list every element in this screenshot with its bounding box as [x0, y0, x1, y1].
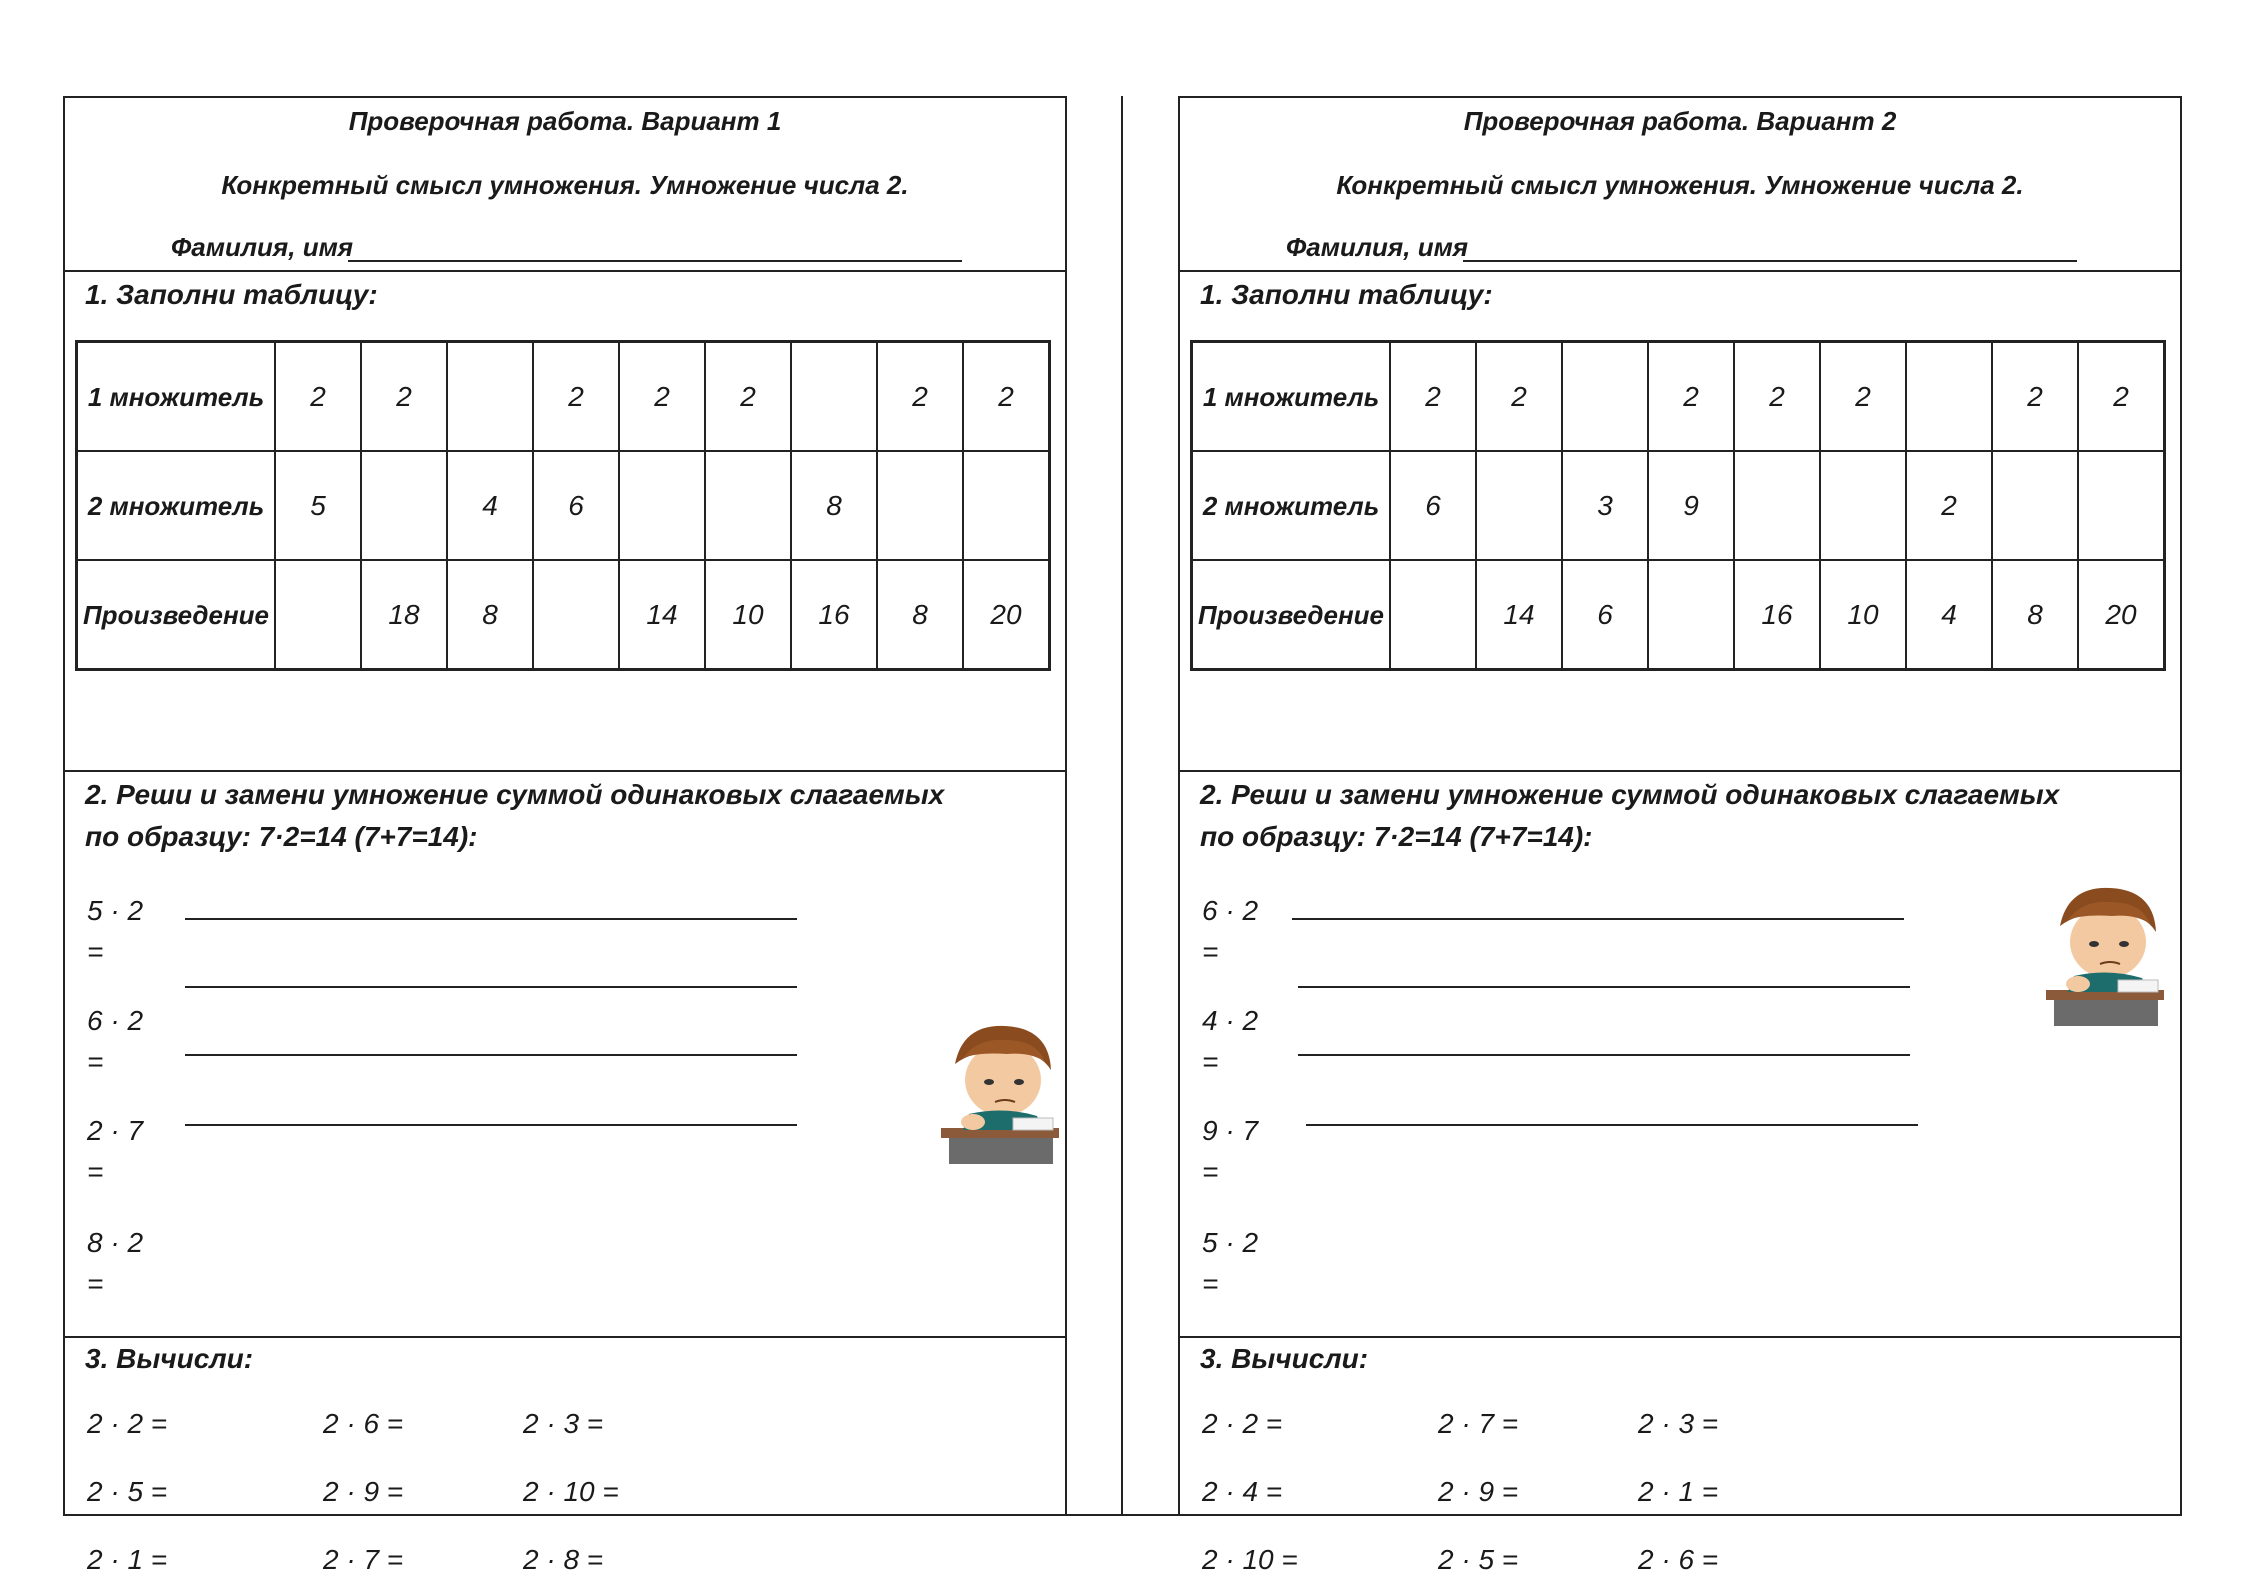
- calc-item: 2 · 3 =: [1638, 1408, 1719, 1439]
- table-cell: 8: [877, 560, 963, 670]
- calc-item: 2 · 6 =: [1638, 1544, 1719, 1575]
- task-3-section: [1180, 1338, 2180, 1575]
- table-cell: 8: [1992, 560, 2078, 670]
- row-header: 2 множитель: [77, 451, 276, 560]
- table-cell: 2: [963, 342, 1050, 452]
- worksheet-variant-1: [63, 96, 1067, 1575]
- table-blank-cell[interactable]: [1648, 560, 1734, 670]
- table-row: [77, 342, 1050, 452]
- task-2-title: 2. Реши и замени умножение суммой одинаковых слагаемых по образцу: 7·2=14 (7+7=14):: [85, 779, 945, 852]
- worksheet-variant-2: [1178, 96, 2182, 1575]
- row-header: Произведение: [1192, 560, 1391, 670]
- exercise-item: 5 · 2 =: [87, 895, 144, 967]
- table-cell: 16: [1734, 560, 1820, 670]
- worksheet-subtitle: Конкретный смысл умножения. Умножение числа 2.: [221, 170, 909, 200]
- table-cell: 5: [275, 451, 361, 560]
- table-cell: 14: [1476, 560, 1562, 670]
- answer-line[interactable]: [1298, 1054, 1910, 1056]
- table-cell: 14: [619, 560, 705, 670]
- task-2-section: [1180, 772, 2180, 1338]
- table-row: [1192, 560, 2165, 670]
- table-cell: 18: [361, 560, 447, 670]
- calc-item: 2 · 8 =: [523, 1544, 604, 1575]
- table-blank-cell[interactable]: [275, 560, 361, 670]
- table-cell: 2: [877, 342, 963, 452]
- table-row: [1192, 342, 2165, 452]
- calc-item: 2 · 1 =: [87, 1544, 168, 1575]
- table-cell: 10: [1820, 560, 1906, 670]
- calc-item: 2 · 4 =: [1202, 1476, 1283, 1507]
- table-cell: 2: [1992, 342, 2078, 452]
- worksheet-title: Проверочная работа. Вариант 1: [348, 106, 782, 136]
- exercise-item: 6 · 2 =: [1202, 895, 1259, 967]
- table-cell: 2: [275, 342, 361, 452]
- table-blank-cell[interactable]: [533, 560, 619, 670]
- answer-line[interactable]: [1298, 986, 1910, 988]
- exercise-item: 8 · 2 =: [87, 1227, 144, 1299]
- answer-line[interactable]: [1292, 918, 1904, 920]
- task-2-title: 2. Реши и замени умножение суммой одинаковых слагаемых по образцу: 7·2=14 (7+7=14):: [1200, 779, 2060, 852]
- table-cell: 20: [2078, 560, 2165, 670]
- table-cell: 2: [361, 342, 447, 452]
- table-cell: 2: [1820, 342, 1906, 452]
- task-1-section: [65, 272, 1065, 772]
- calc-item: 2 · 2 =: [1202, 1408, 1283, 1439]
- table-cell: 4: [1906, 560, 1992, 670]
- table-blank-cell[interactable]: [361, 451, 447, 560]
- header-section: [1180, 98, 2180, 272]
- table-cell: 2: [1906, 451, 1992, 560]
- task-3-section: [65, 1338, 1065, 1575]
- exercise-item: 4 · 2 =: [1202, 1005, 1259, 1077]
- header-section: [65, 98, 1065, 272]
- task-1-section: [1180, 272, 2180, 772]
- exercise-item: 9 · 7 =: [1202, 1115, 1259, 1187]
- task-1-title: 1. Заполни таблицу:: [85, 279, 378, 310]
- table-blank-cell[interactable]: [1562, 342, 1648, 452]
- worksheet-subtitle: Конкретный смысл умножения. Умножение числа 2.: [1336, 170, 2024, 200]
- multiplication-table: [1190, 340, 2166, 671]
- table-cell: 3: [1562, 451, 1648, 560]
- calc-item: 2 · 1 =: [1638, 1476, 1719, 1507]
- calc-item: 2 · 2 =: [87, 1408, 168, 1439]
- table-blank-cell[interactable]: [791, 342, 877, 452]
- calc-item: 2 · 5 =: [87, 1476, 168, 1507]
- calc-item: 2 · 10 =: [1202, 1544, 1298, 1575]
- thinking-boy-illustration: [2038, 880, 2168, 1030]
- table-cell: 10: [705, 560, 791, 670]
- calc-item: 2 · 6 =: [323, 1408, 404, 1439]
- table-blank-cell[interactable]: [1476, 451, 1562, 560]
- table-blank-cell[interactable]: [705, 451, 791, 560]
- table-cell: 6: [1562, 560, 1648, 670]
- table-cell: 4: [447, 451, 533, 560]
- answer-line[interactable]: [1306, 1124, 1918, 1126]
- table-cell: 2: [1476, 342, 1562, 452]
- calc-item: 2 · 9 =: [323, 1476, 404, 1507]
- table-cell: 6: [1390, 451, 1476, 560]
- answer-line[interactable]: [185, 986, 797, 988]
- table-cell: 6: [533, 451, 619, 560]
- table-cell: 2: [1648, 342, 1734, 452]
- calc-item: 2 · 3 =: [523, 1408, 604, 1439]
- task-3-title: 3. Вычисли:: [85, 1343, 254, 1374]
- table-cell: 2: [1734, 342, 1820, 452]
- task-3-title: 3. Вычисли:: [1200, 1343, 1369, 1374]
- table-row: [1192, 451, 2165, 560]
- table-cell: 8: [791, 451, 877, 560]
- thinking-boy-illustration: [933, 1018, 1063, 1168]
- table-cell: 9: [1648, 451, 1734, 560]
- table-cell: 20: [963, 560, 1050, 670]
- table-blank-cell[interactable]: [1992, 451, 2078, 560]
- name-field[interactable]: [1463, 260, 2077, 262]
- table-blank-cell[interactable]: [1820, 451, 1906, 560]
- calc-item: 2 · 7 =: [1438, 1408, 1519, 1439]
- table-cell: 2: [705, 342, 791, 452]
- cut-line-bottom: [1067, 1514, 1180, 1516]
- table-cell: 8: [447, 560, 533, 670]
- table-blank-cell[interactable]: [877, 451, 963, 560]
- task-1-title: 1. Заполни таблицу:: [1200, 279, 1493, 310]
- answer-line[interactable]: [185, 1054, 797, 1056]
- calc-item: 2 · 10 =: [523, 1476, 619, 1507]
- table-blank-cell[interactable]: [447, 342, 533, 452]
- cut-line: [1121, 96, 1123, 1516]
- row-header: 1 множитель: [1192, 342, 1391, 452]
- table-blank-cell[interactable]: [2078, 451, 2165, 560]
- table-row: [77, 451, 1050, 560]
- answer-line[interactable]: [185, 1124, 797, 1126]
- name-label: Фамилия, имя: [1286, 232, 1469, 262]
- table-row: [77, 560, 1050, 670]
- table-cell: 2: [619, 342, 705, 452]
- exercise-item: 6 · 2 =: [87, 1005, 144, 1077]
- exercise-item: 5 · 2 =: [1202, 1227, 1259, 1299]
- table-blank-cell[interactable]: [1906, 342, 1992, 452]
- exercise-item: 2 · 7 =: [87, 1115, 144, 1187]
- multiplication-table: [75, 340, 1051, 671]
- table-blank-cell[interactable]: [1734, 451, 1820, 560]
- row-header: 1 множитель: [77, 342, 276, 452]
- name-label: Фамилия, имя: [171, 232, 354, 262]
- calc-item: 2 · 7 =: [323, 1544, 404, 1575]
- table-cell: 2: [1390, 342, 1476, 452]
- table-blank-cell[interactable]: [1390, 560, 1476, 670]
- table-cell: 16: [791, 560, 877, 670]
- table-blank-cell[interactable]: [963, 451, 1050, 560]
- table-blank-cell[interactable]: [619, 451, 705, 560]
- answer-line[interactable]: [185, 918, 797, 920]
- calc-item: 2 · 9 =: [1438, 1476, 1519, 1507]
- worksheet-title: Проверочная работа. Вариант 2: [1463, 106, 1897, 136]
- task-2-section: [65, 772, 1065, 1338]
- table-cell: 2: [2078, 342, 2165, 452]
- row-header: 2 множитель: [1192, 451, 1391, 560]
- name-field[interactable]: [348, 260, 962, 262]
- table-cell: 2: [533, 342, 619, 452]
- row-header: Произведение: [77, 560, 276, 670]
- calc-item: 2 · 5 =: [1438, 1544, 1519, 1575]
